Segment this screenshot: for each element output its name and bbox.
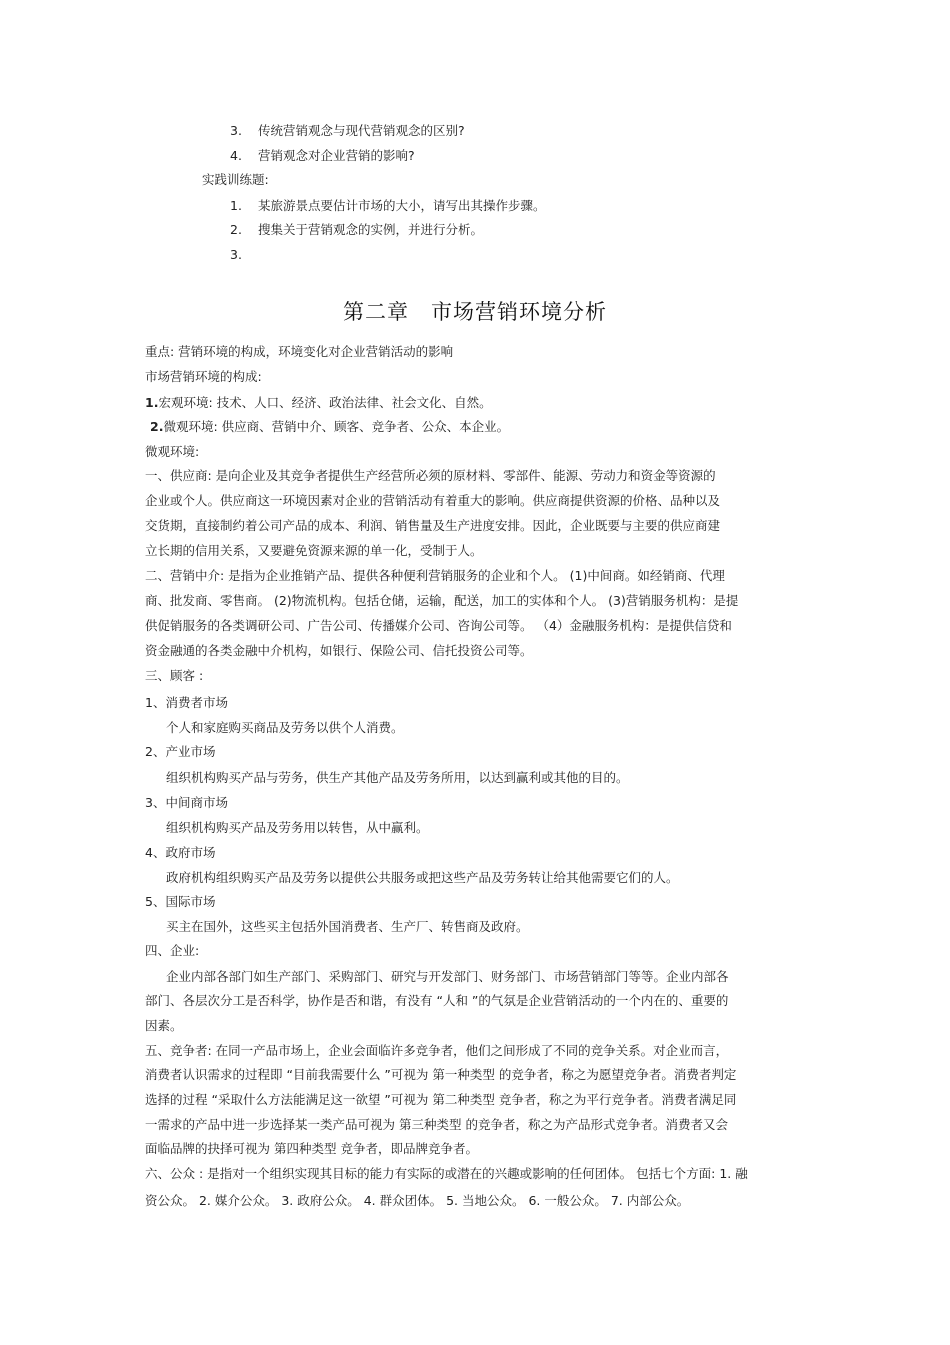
review-question: 3. 传统营销观念与现代营销观念的区别? xyxy=(230,123,465,138)
market-desc: 个人和家庭购买商品及劳务以供个人消费。 xyxy=(166,720,404,735)
micro-heading: 微观环境: xyxy=(145,444,200,459)
practice-heading: 实践训练题: xyxy=(202,172,269,187)
practice-item: 1. 某旅游景点要估计市场的大小，请写出其操作步骤。 xyxy=(230,198,546,213)
supplier-line: 企业或个人。供应商这一环境因素对企业的营销活动有着重大的影响。供应商提供资源的价格、品种以及 xyxy=(145,493,721,508)
market-desc: 组织机构购买产品及劳务用以转售，从中赢利。 xyxy=(166,820,429,835)
market-title: 2、产业市场 xyxy=(145,744,216,759)
supplier-line: 一、供应商: 是向企业及其竞争者提供生产经营所必须的原材料、零部件、能源、劳动力和资金等资源的 xyxy=(145,468,716,483)
intermediary-line: 商、批发商、零售商。 (2)物流机构。包括仓储，运输，配送，加工的实体和个人。 (3)营销服务机构：是提 xyxy=(145,593,739,608)
enterprise-line: 企业内部各部门如生产部门、采购部门、研究与开发部门、财务部门、市场营销部门等等。企业内部各 xyxy=(166,969,729,984)
micro-environment: 2.微观环境: 供应商、营销中介、顾客、竞争者、公众、本企业。 xyxy=(150,419,510,434)
enterprise-line: 部门、各层次分工是否科学，协作是否和谐，有没有 “人和 ”的气氛是企业营销活动的一个内在的、重要的 xyxy=(145,993,729,1008)
composition-heading: 市场营销环境的构成: xyxy=(145,369,262,384)
practice-item: 2. 搜集关于营销观念的实例，并进行分析。 xyxy=(230,222,484,237)
supplier-line: 交货期，直接制约着公司产品的成本、利润、销售量及生产进度安排。因此，企业既要与主要的供应商建 xyxy=(145,518,721,533)
market-title: 4、政府市场 xyxy=(145,845,216,860)
intermediary-line: 二、营销中介: 是指为企业推销产品、提供各种便利营销服务的企业和个人。 (1)中间商。如经销商、代理 xyxy=(145,568,725,583)
key-points: 重点: 营销环境的构成，环境变化对企业营销活动的影响 xyxy=(145,344,454,359)
public-line: 六、公众 : 是指对一个组织实现其目标的能力有实际的或潜在的兴趣或影响的任何团体。 包括七个方面: 1. 融 xyxy=(145,1166,748,1181)
macro-environment: 1.宏观环境: 技术、人口、经济、政治法律、社会文化、自然。 xyxy=(145,395,492,410)
competitors-line: 选择的过程 “采取什么方法能满足这一欲望 ”可视为 第二种类型 竞争者，称之为平行竞争者。消费者满足同 xyxy=(145,1092,737,1107)
practice-item: 3. xyxy=(230,247,242,262)
market-title: 3、中间商市场 xyxy=(145,795,228,810)
review-question: 4. 营销观念对企业营销的影响? xyxy=(230,148,415,163)
market-desc: 买主在国外，这些买主包括外国消费者、生产厂、转售商及政府。 xyxy=(166,919,529,934)
intermediary-line: 供促销服务的各类调研公司、广告公司、传播媒介公司、咨询公司等。 （4）金融服务机构：是提供信贷和 xyxy=(145,618,732,633)
chapter-name: 市场营销环境分析 xyxy=(431,300,607,324)
competitors-line: 消费者认识需求的过程即 “目前我需要什么 ”可视为 第一种类型 的竞争者，称之为愿望竞争者。消费者判定 xyxy=(145,1067,737,1082)
chapter-number: 第二章 xyxy=(343,300,409,324)
supplier-line: 立长期的信用关系，又要避免资源来源的单一化，受制于人。 xyxy=(145,543,483,558)
customers-heading: 三、顾客 : xyxy=(145,668,204,683)
competitors-line: 五、竞争者: 在同一产品市场上，企业会面临许多竞争者，他们之间形成了不同的竞争关系。对企业而言， xyxy=(145,1043,729,1058)
enterprise-line: 因素。 xyxy=(145,1018,183,1033)
market-desc: 政府机构组织购买产品及劳务以提供公共服务或把这些产品及劳务转让给其他需要它们的人。 xyxy=(166,870,679,885)
intermediary-line: 资金融通的各类金融中介机构，如银行、保险公司、信托投资公司等。 xyxy=(145,643,533,658)
chapter-title xyxy=(0,296,950,326)
public-line: 资公众。 2. 媒介公众。 3. 政府公众。 4. 群众团体。 5. 当地公众。 6. 一般公众。 7. 内部公众。 xyxy=(145,1193,690,1208)
market-title: 5、国际市场 xyxy=(145,894,216,909)
market-title: 1、消费者市场 xyxy=(145,695,228,710)
enterprise-heading: 四、企业: xyxy=(145,943,200,958)
competitors-line: 一需求的产品中进一步选择某一类产品可视为 第三种类型 的竞争者，称之为产品形式竞争者。消费者又会 xyxy=(145,1117,728,1132)
market-desc: 组织机构购买产品与劳务，供生产其他产品及劳务所用，以达到赢利或其他的目的。 xyxy=(166,770,629,785)
competitors-line: 面临品牌的抉择可视为 第四种类型 竞争者，即品牌竞争者。 xyxy=(145,1141,478,1156)
